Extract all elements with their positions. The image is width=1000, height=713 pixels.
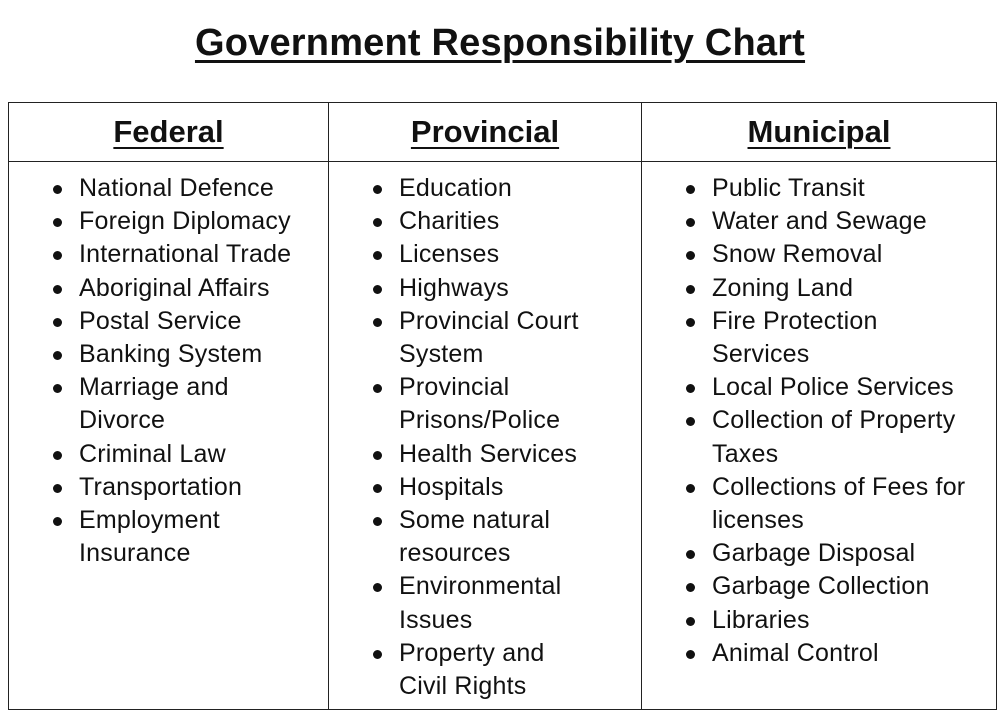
- municipal-list-item: [682, 570, 982, 603]
- federal-list-item: [49, 371, 299, 437]
- provincial-list-item: [369, 637, 589, 703]
- page-title: Government Responsibility Chart: [194, 22, 806, 64]
- provincial-list-item: [369, 305, 589, 371]
- bullet-icon: [686, 583, 695, 592]
- bullet-icon: [686, 251, 695, 260]
- bullet-icon: [373, 517, 382, 526]
- municipal-item-text: Collection of Property Taxes: [712, 406, 956, 468]
- municipal-item-text: Fire Protection Services: [712, 306, 878, 369]
- bullet-icon: [53, 318, 62, 327]
- municipal-list-item: [682, 172, 982, 205]
- bullet-icon: [373, 451, 382, 460]
- municipal-item-text: Garbage Disposal: [712, 539, 916, 568]
- bullet-icon: [53, 185, 62, 194]
- federal-header: Federal: [9, 103, 329, 162]
- municipal-list-item: [682, 305, 982, 371]
- provincial-item-text: Health Services: [399, 439, 578, 468]
- federal-item-text: National Defence: [79, 174, 274, 202]
- bullet-icon: [373, 650, 382, 659]
- municipal-list-item: [682, 637, 982, 670]
- federal-list-item: [49, 471, 299, 504]
- municipal-list-item: [682, 205, 982, 238]
- municipal-list-item: [682, 238, 982, 271]
- federal-list-item: [49, 205, 299, 238]
- provincial-item-text: Provincial Court System: [399, 306, 579, 369]
- federal-item-text: Banking System: [79, 340, 263, 369]
- bullet-icon: [373, 185, 382, 194]
- municipal-item-text: Garbage Collection: [712, 572, 930, 601]
- federal-item-text: Marriage and Divorce: [79, 373, 229, 435]
- bullet-icon: [686, 550, 695, 559]
- header-row: [9, 103, 997, 162]
- federal-item-text: International Trade: [79, 240, 292, 269]
- federal-list-item: [49, 305, 299, 338]
- provincial-list: [369, 172, 589, 703]
- provincial-header: Provincial: [329, 103, 642, 162]
- federal-list-item: [49, 272, 299, 305]
- federal-list-item: [49, 438, 299, 471]
- bullet-icon: [686, 484, 695, 493]
- federal-item-text: Employment Insurance: [79, 506, 220, 568]
- municipal-item-text: Animal Control: [712, 638, 879, 667]
- provincial-item-text: Licenses: [399, 240, 500, 269]
- bullet-icon: [53, 218, 62, 227]
- provincial-list-item: [369, 504, 589, 570]
- bullet-icon: [686, 617, 695, 626]
- municipal-list-item: [682, 604, 982, 637]
- bullet-icon: [686, 384, 695, 393]
- provincial-list-item: [369, 471, 589, 504]
- municipal-list: [682, 172, 982, 670]
- municipal-list-item: [682, 471, 982, 537]
- provincial-column: [329, 162, 642, 710]
- bullet-icon: [53, 517, 62, 526]
- provincial-list-item: [369, 272, 589, 305]
- provincial-item-text: Hospitals: [399, 472, 504, 501]
- federal-list-item: [49, 172, 299, 205]
- bullet-icon: [373, 251, 382, 260]
- municipal-item-text: Snow Removal: [712, 240, 883, 269]
- municipal-list-item: [682, 272, 982, 305]
- bullet-icon: [53, 285, 62, 294]
- federal-item-text: Transportation: [79, 472, 243, 501]
- bullet-icon: [373, 583, 382, 592]
- bullet-icon: [53, 351, 62, 360]
- provincial-list-item: [369, 371, 589, 437]
- bullet-icon: [53, 451, 62, 460]
- bullet-icon: [373, 285, 382, 294]
- federal-list-item: [49, 338, 299, 371]
- provincial-list-item: [369, 238, 589, 271]
- bullet-icon: [686, 650, 695, 659]
- bullet-icon: [373, 384, 382, 393]
- bullet-icon: [686, 218, 695, 227]
- bullet-icon: [373, 318, 382, 327]
- bullet-icon: [686, 285, 695, 294]
- provincial-list-item: [369, 172, 589, 205]
- bullet-icon: [373, 218, 382, 227]
- bullet-icon: [53, 251, 62, 260]
- federal-list-item: [49, 238, 299, 271]
- provincial-list-item: [369, 438, 589, 471]
- provincial-item-text: Charities: [399, 207, 500, 236]
- items-row: [9, 162, 997, 710]
- bullet-icon: [686, 417, 695, 426]
- federal-item-text: Criminal Law: [79, 439, 226, 468]
- federal-list-item: [49, 504, 299, 570]
- provincial-item-text: Provincial Prisons/Police: [399, 373, 561, 435]
- municipal-list-item: [682, 537, 982, 570]
- municipal-item-text: Zoning Land: [712, 273, 854, 302]
- provincial-list-item: [369, 570, 589, 636]
- municipal-item-text: Public Transit: [712, 174, 865, 202]
- federal-item-text: Aboriginal Affairs: [79, 273, 270, 302]
- municipal-item-text: Libraries: [712, 605, 810, 634]
- provincial-item-text: Property and Civil Rights: [399, 638, 545, 701]
- bullet-icon: [686, 185, 695, 194]
- municipal-item-text: Collections of Fees for licenses: [712, 472, 966, 535]
- municipal-item-text: Local Police Services: [712, 373, 954, 402]
- municipal-item-text: Water and Sewage: [712, 207, 927, 236]
- provincial-item-text: Education: [399, 174, 512, 202]
- provincial-item-text: Highways: [399, 273, 509, 302]
- federal-item-text: Foreign Diplomacy: [79, 207, 291, 236]
- municipal-header: Municipal: [642, 103, 997, 162]
- provincial-list-item: [369, 205, 589, 238]
- municipal-list-item: [682, 404, 982, 470]
- provincial-item-text: Some natural resources: [399, 506, 551, 568]
- municipal-column: [642, 162, 997, 710]
- provincial-item-text: Environmental Issues: [399, 572, 562, 634]
- bullet-icon: [686, 318, 695, 327]
- bullet-icon: [53, 384, 62, 393]
- bullet-icon: [53, 484, 62, 493]
- federal-column: [9, 162, 329, 710]
- responsibility-table: [8, 102, 997, 710]
- federal-list: [49, 172, 299, 570]
- municipal-list-item: [682, 371, 982, 404]
- federal-item-text: Postal Service: [79, 306, 242, 335]
- bullet-icon: [373, 484, 382, 493]
